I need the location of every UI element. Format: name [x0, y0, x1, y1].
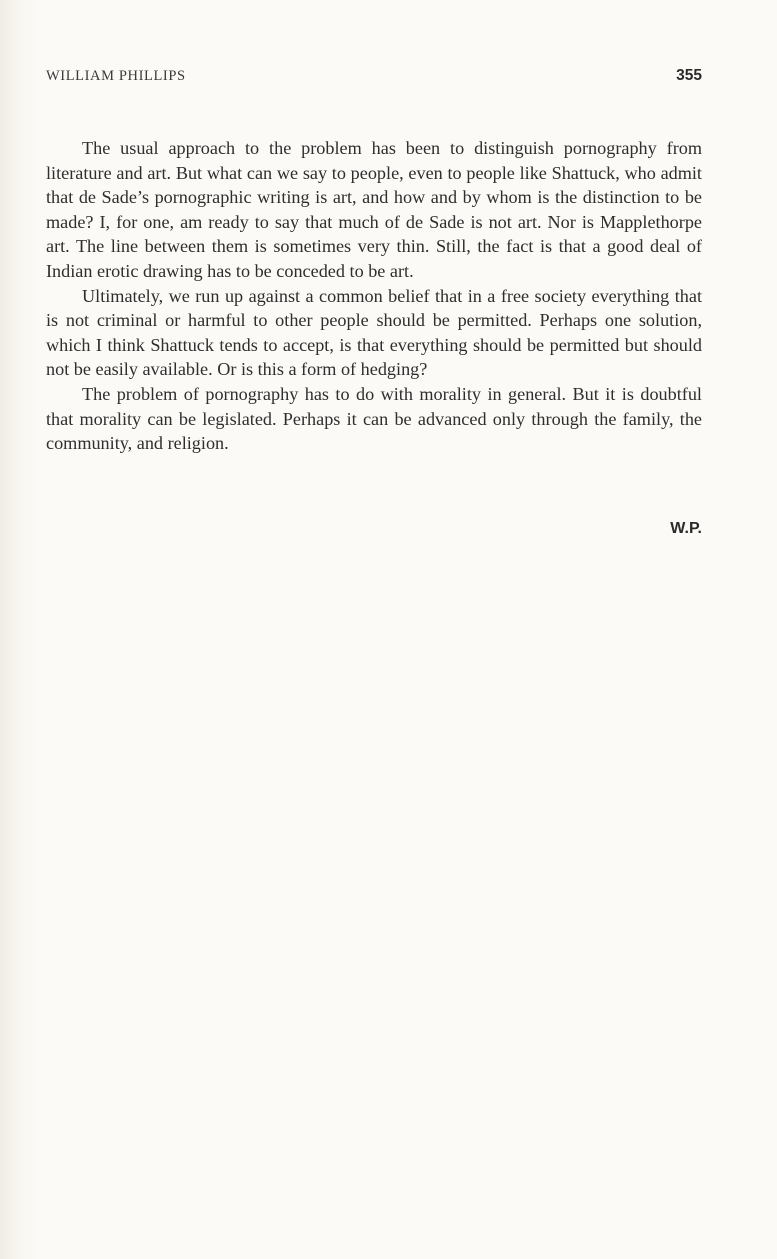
paragraph-2: Ultimately, we run up against a common belief that in a free society everything that is not criminal or harmful to other people should be permitted. Perhaps one solution, which I think Shattuck tends to accept, is that everything should be permitted but should not be easily available. Or is this a form of hedging? — [46, 285, 702, 380]
author-signature-initials: W.P. — [670, 520, 702, 537]
body-text — [46, 136, 702, 456]
page-number: 355 — [676, 67, 702, 84]
running-head-author: WILLIAM PHILLIPS — [46, 68, 186, 84]
paragraph-1: The usual approach to the problem has been to distinguish pornography from literature and art. But what can we say to people, even to people like Shattuck, who admit that de Sade’s pornographic writing is art, and how and by whom is the distinction to be made? I, for one, am ready to say that much of de Sade is not art. Nor is Mapplethorpe art. The line between them is sometimes very thin. Still, the fact is that a good deal of Indian erotic drawing has to be conceded to be art. — [46, 138, 702, 281]
running-head — [46, 68, 702, 90]
paragraph-3: The problem of pornography has to do with morality in general. But it is doubtful that morality can be legislated. Perhaps it can be advanced only through the family, the community, and religion. — [46, 383, 702, 454]
